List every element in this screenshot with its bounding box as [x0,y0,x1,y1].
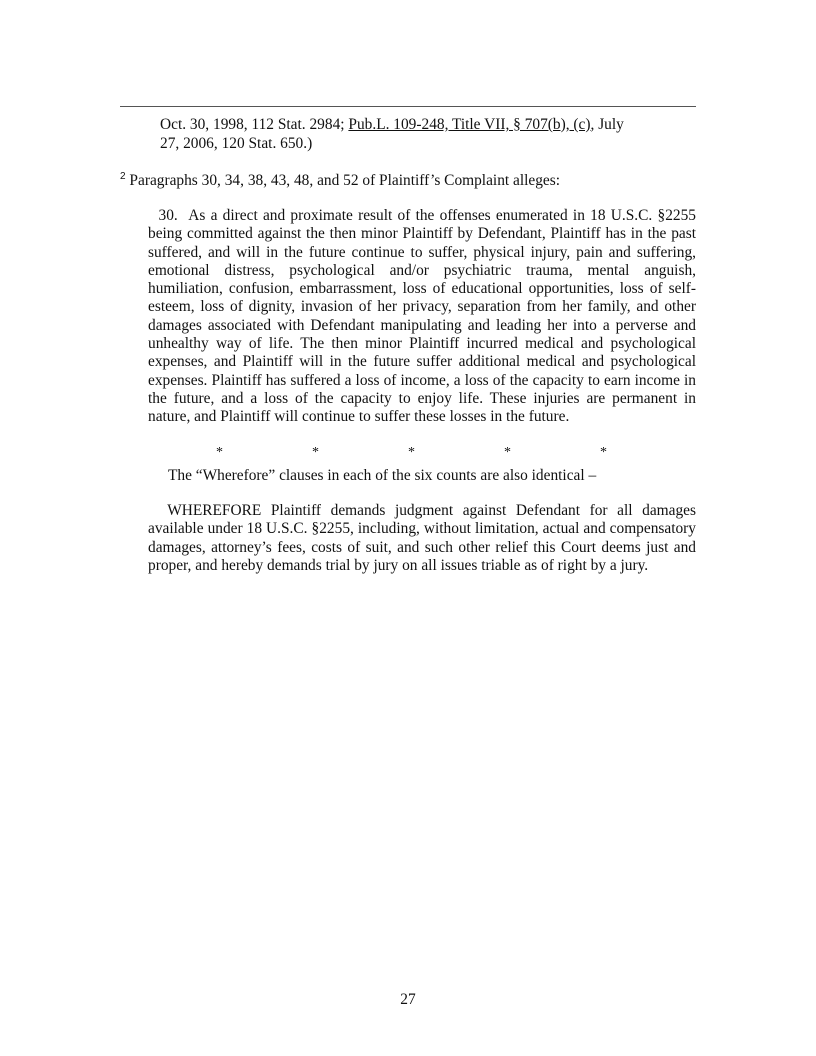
separator-star: * [312,445,319,460]
paragraph-number: 30. [158,207,178,224]
citation-text-suffix: , July [590,116,624,133]
page-number: 27 [400,991,416,1008]
separator-star: * [216,445,223,460]
footnote-2 [120,171,696,190]
separator-star: * [408,445,415,460]
wherefore-intro: The “Wherefore” clauses in each of the six counts are also identical – [168,467,597,484]
footnote-separator-rule [120,106,696,107]
separator-star: * [600,445,607,460]
paragraph-text: As a direct and proximate result of the offenses enumerated in 18 U.S.C. §2255 being committed against the then minor Plaintiff by Defendant, Plaintiff has in the past suffered, and will in the future continue to suffer, physical injury, pain and suffering, emotional distress, psychological and/or psychiatric trauma, mental anguish, humiliation, confusion, embarrassment, loss of educational opportunities, loss of self-esteem, loss of dignity, invasion of her privacy, separation from her family, and other damages associated with Defendant manipulating and leading her into a perverse and unhealthy way of life. The then minor Plaintiff incurred medical and psychological expenses, and Plaintiff will in the future suffer additional medical and psychological expenses. Plaintiff has suffered a loss of income, a loss of the capacity to earn income in the future, and a loss of the capacity to enjoy life. These injuries are permanent in nature, and Plaintiff will continue to suffer these losses in the future. [148,207,696,426]
citation-link[interactable]: Pub.L. 109-248, Title VII, § 707(b), (c) [348,116,591,133]
section-separator-stars [148,446,696,460]
wherefore-text: WHEREFORE Plaintiff demands judgment against Defendant for all damages available under 18 U.S.C. §2255, including, without limitation, actual and compensatory damages, attorney’s fees, costs of suit, and such other relief this Court deems just and proper, and hereby demands trial by jury on all issues triable as of right by a jury. [148,502,696,574]
quoted-paragraph-30 [148,207,696,427]
footnote-continuation [160,115,680,153]
footnote-continuation-line-1 [160,115,680,134]
wherefore-clause [148,502,696,575]
footnote-number: 2 [120,171,126,182]
separator-star: * [504,445,511,460]
footnote-text: Paragraphs 30, 34, 38, 43, 48, and 52 of Plaintiff’s Complaint alleges: [129,172,561,189]
footnote-continuation-line-2: 27, 2006, 120 Stat. 650.) [160,135,313,152]
citation-text: Oct. 30, 1998, 112 Stat. 2984; [160,116,349,133]
